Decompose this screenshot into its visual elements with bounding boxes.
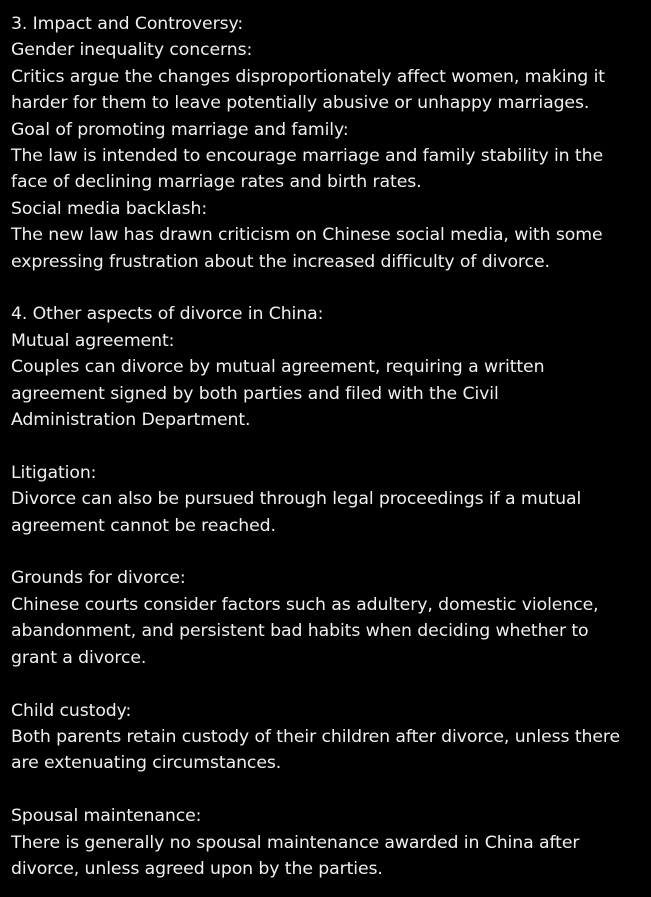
blank-line — [11, 275, 640, 301]
paragraph-line: expressing frustration about the increased difficulty of divorce. — [11, 251, 550, 272]
paragraph-line: agreement signed by both parties and filed with the Civil — [11, 383, 499, 404]
blank-line — [11, 433, 640, 459]
subheading: Child custody: — [11, 700, 132, 721]
blank-line — [11, 777, 640, 803]
paragraph-line: are extenuating circumstances. — [11, 753, 282, 774]
paragraph-line: abandonment, and persistent bad habits when deciding whether to — [11, 621, 589, 642]
paragraph-line: agreement cannot be reached. — [11, 515, 276, 536]
subheading: Grounds for divorce: — [11, 568, 186, 589]
subheading: Social media backlash: — [11, 198, 208, 219]
paragraph-line: face of declining marriage rates and birth rates. — [11, 172, 422, 193]
paragraph-line: Both parents retain custody of their children after divorce, unless there — [11, 726, 621, 747]
paragraph-line: The new law has drawn criticism on Chinese social media, with some — [11, 225, 603, 246]
subheading: Goal of promoting marriage and family: — [11, 119, 349, 140]
blank-line — [11, 539, 640, 565]
paragraph-line: Chinese courts consider factors such as adultery, domestic violence, — [11, 594, 599, 615]
subheading: Litigation: — [11, 462, 97, 483]
subheading: Spousal maintenance: — [11, 806, 202, 827]
subheading: Mutual agreement: — [11, 330, 175, 351]
paragraph-line: There is generally no spousal maintenance awarded in China after — [11, 832, 580, 853]
paragraph-line: Divorce can also be pursued through legal proceedings if a mutual — [11, 489, 582, 510]
paragraph-line: Couples can divorce by mutual agreement, requiring a written — [11, 357, 545, 378]
section-heading: 4. Other aspects of divorce in China: — [11, 304, 324, 325]
section-heading: 3. Impact and Controversy: — [11, 14, 244, 34]
blank-line — [11, 671, 640, 697]
paragraph-line: grant a divorce. — [11, 647, 147, 668]
paragraph-line: Critics argue the changes disproportionately affect women, making it — [11, 66, 605, 87]
paragraph-line: divorce, unless agreed upon by the parties. — [11, 858, 383, 879]
paragraph-line: Administration Department. — [11, 410, 251, 431]
paragraph-line: harder for them to leave potentially abusive or unhappy marriages. — [11, 93, 590, 114]
subheading: Gender inequality concerns: — [11, 40, 253, 61]
paragraph-line: The law is intended to encourage marriage and family stability in the — [11, 146, 603, 167]
